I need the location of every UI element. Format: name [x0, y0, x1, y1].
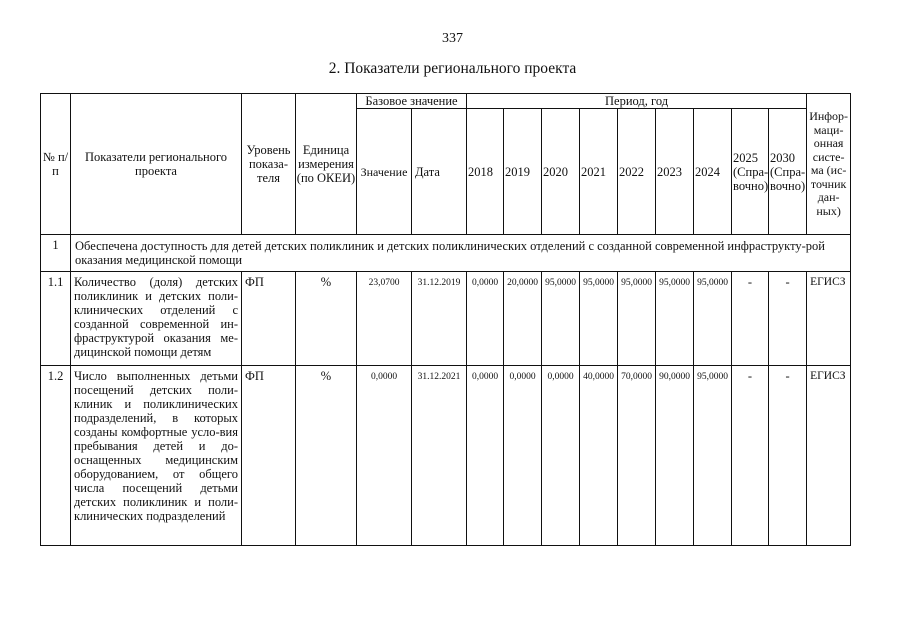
row-value-2022: 70,0000: [618, 366, 656, 546]
row-level: ФП: [242, 366, 296, 546]
header-base-value-value: Значение: [357, 109, 412, 235]
row-value-2020: 95,0000: [542, 272, 580, 366]
row-value-2018: 0,0000: [467, 272, 504, 366]
row-value-2024: 95,0000: [694, 366, 732, 546]
row-value-2019: 20,0000: [504, 272, 542, 366]
row-value-2021: 40,0000: [580, 366, 618, 546]
header-base-value: Базовое значение: [357, 94, 467, 109]
section-num: 1: [41, 235, 71, 272]
row-value-2020: 0,0000: [542, 366, 580, 546]
section-title: Обеспечена доступность для детей детских поликлиник и детских поликлинических отделений с созданной современной инфраструкту-рой оказания медицинской помощи: [71, 235, 851, 272]
header-num: № п/п: [41, 94, 71, 235]
row-indicator-name: Число выполненных детьми посещений детских поли-клиник и поликлинических подразделений, в которых созданы комфортные усло-вия пребывания детей и до-оснащенных медицинским оборудованием, от общего числа посещений детьми детских поликлиник и поли-клинических подразделений: [71, 366, 242, 546]
page-title: 2. Показатели регионального проекта: [328, 60, 577, 77]
header-year: 2019: [504, 109, 542, 235]
header-year: 2022: [618, 109, 656, 235]
header-year: 2020: [542, 109, 580, 235]
row-value-2030: -: [769, 366, 807, 546]
row-value-2025: -: [732, 366, 769, 546]
row-base-date: 31.12.2021: [412, 366, 467, 546]
header-year: 2025 (Спра-вочно): [732, 109, 769, 235]
header-year: 2018: [467, 109, 504, 235]
header-unit: Единица измерения (по ОКЕИ): [296, 94, 357, 235]
row-base-value: 23,0700: [357, 272, 412, 366]
table-row: [41, 366, 851, 546]
header-level: Уровень показа-теля: [242, 94, 296, 235]
row-num: 1.2: [41, 366, 71, 546]
header-base-value-date: Дата: [412, 109, 467, 235]
header-indicator-name: Показатели регионального проекта: [71, 94, 242, 235]
section-row: [41, 235, 851, 272]
header-period: Период, год: [467, 94, 807, 109]
row-value-2024: 95,0000: [694, 272, 732, 366]
row-value-2030: -: [769, 272, 807, 366]
header-year: 2030 (Спра-вочно): [769, 109, 807, 235]
row-value-2023: 95,0000: [656, 272, 694, 366]
row-indicator-name: Количество (доля) детских поликлиник и детских поли-клинических отделений с созданной современной ин-фраструктурой оказания ме-дицинской помощи детям: [71, 272, 242, 366]
header-year: 2024: [694, 109, 732, 235]
row-base-date: 31.12.2019: [412, 272, 467, 366]
row-source: ЕГИСЗ: [807, 272, 851, 366]
table-row: [41, 272, 851, 366]
row-base-value: 0,0000: [357, 366, 412, 546]
page-number: 337: [442, 31, 463, 46]
row-value-2019: 0,0000: [504, 366, 542, 546]
header-source: Инфор-маци-онная систе-ма (ис-точник дан-ных): [807, 94, 851, 235]
row-unit: %: [296, 366, 357, 546]
header-year: 2023: [656, 109, 694, 235]
row-value-2022: 95,0000: [618, 272, 656, 366]
row-level: ФП: [242, 272, 296, 366]
row-value-2021: 95,0000: [580, 272, 618, 366]
header-year: 2021: [580, 109, 618, 235]
row-value-2018: 0,0000: [467, 366, 504, 546]
row-source: ЕГИСЗ: [807, 366, 851, 546]
row-unit: %: [296, 272, 357, 366]
row-value-2025: -: [732, 272, 769, 366]
row-value-2023: 90,0000: [656, 366, 694, 546]
row-num: 1.1: [41, 272, 71, 366]
indicators-table: [40, 93, 851, 546]
